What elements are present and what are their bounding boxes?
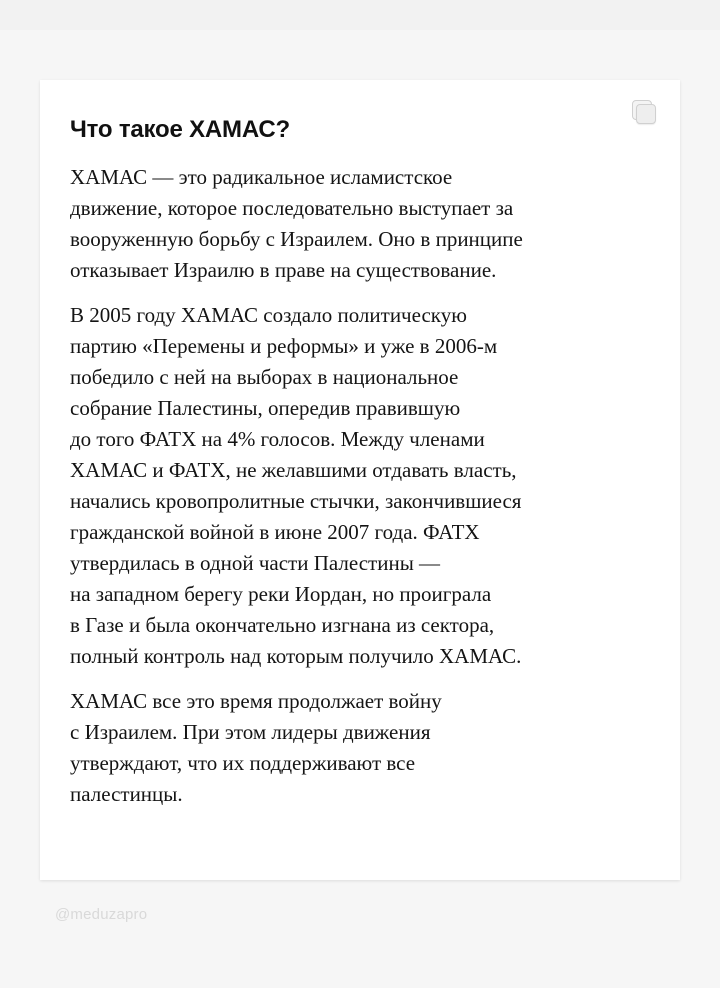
paragraph-3 bbox=[70, 686, 650, 810]
paragraph-line: гражданской войной в июне 2007 года. ФАТХ bbox=[70, 520, 480, 544]
watermark: @meduzapro bbox=[55, 906, 148, 923]
paragraph-line: ХАМАС — это радикальное исламистское bbox=[70, 165, 453, 189]
paragraph-line: до того ФАТХ на 4% голосов. Между членами bbox=[70, 427, 485, 451]
copy-icon-front-square bbox=[636, 104, 656, 124]
article-title: Что такое ХАМАС? bbox=[70, 116, 290, 143]
paragraph-line: утвердилась в одной части Палестины — bbox=[70, 551, 441, 575]
article-card bbox=[40, 80, 680, 880]
paragraph-line: собрание Палестины, опередив правившую bbox=[70, 396, 461, 420]
paragraph-1 bbox=[70, 162, 650, 286]
paragraph-line: с Израилем. При этом лидеры движения bbox=[70, 720, 431, 744]
top-band bbox=[0, 0, 720, 30]
paragraph-line: ХАМАС все это время продолжает войну bbox=[70, 689, 442, 713]
paragraph-line: в Газе и была окончательно изгнана из сектора, bbox=[70, 613, 495, 637]
paragraph-line: движение, которое последовательно выступает за bbox=[70, 196, 514, 220]
paragraph-line: победило с ней на выборах в национальное bbox=[70, 365, 459, 389]
paragraph-line: ХАМАС и ФАТХ, не желавшими отдавать власть, bbox=[70, 458, 517, 482]
paragraph-line: палестинцы. bbox=[70, 782, 183, 806]
paragraph-2 bbox=[70, 300, 650, 672]
paragraph-line: утверждают, что их поддерживают все bbox=[70, 751, 416, 775]
paragraph-line: вооруженную борьбу с Израилем. Оно в принципе bbox=[70, 227, 523, 251]
paragraph-line: отказывает Израилю в праве на существование. bbox=[70, 258, 497, 282]
paragraph-line: В 2005 году ХАМАС создало политическую bbox=[70, 303, 467, 327]
paragraph-line: партию «Перемены и реформы» и уже в 2006-м bbox=[70, 334, 498, 358]
paragraph-line: начались кровопролитные стычки, закончившиеся bbox=[70, 489, 522, 513]
copy-icon[interactable] bbox=[630, 98, 658, 126]
paragraph-line: на западном берегу реки Иордан, но проиграла bbox=[70, 582, 492, 606]
paragraph-line: полный контроль над которым получило ХАМАС. bbox=[70, 644, 522, 668]
